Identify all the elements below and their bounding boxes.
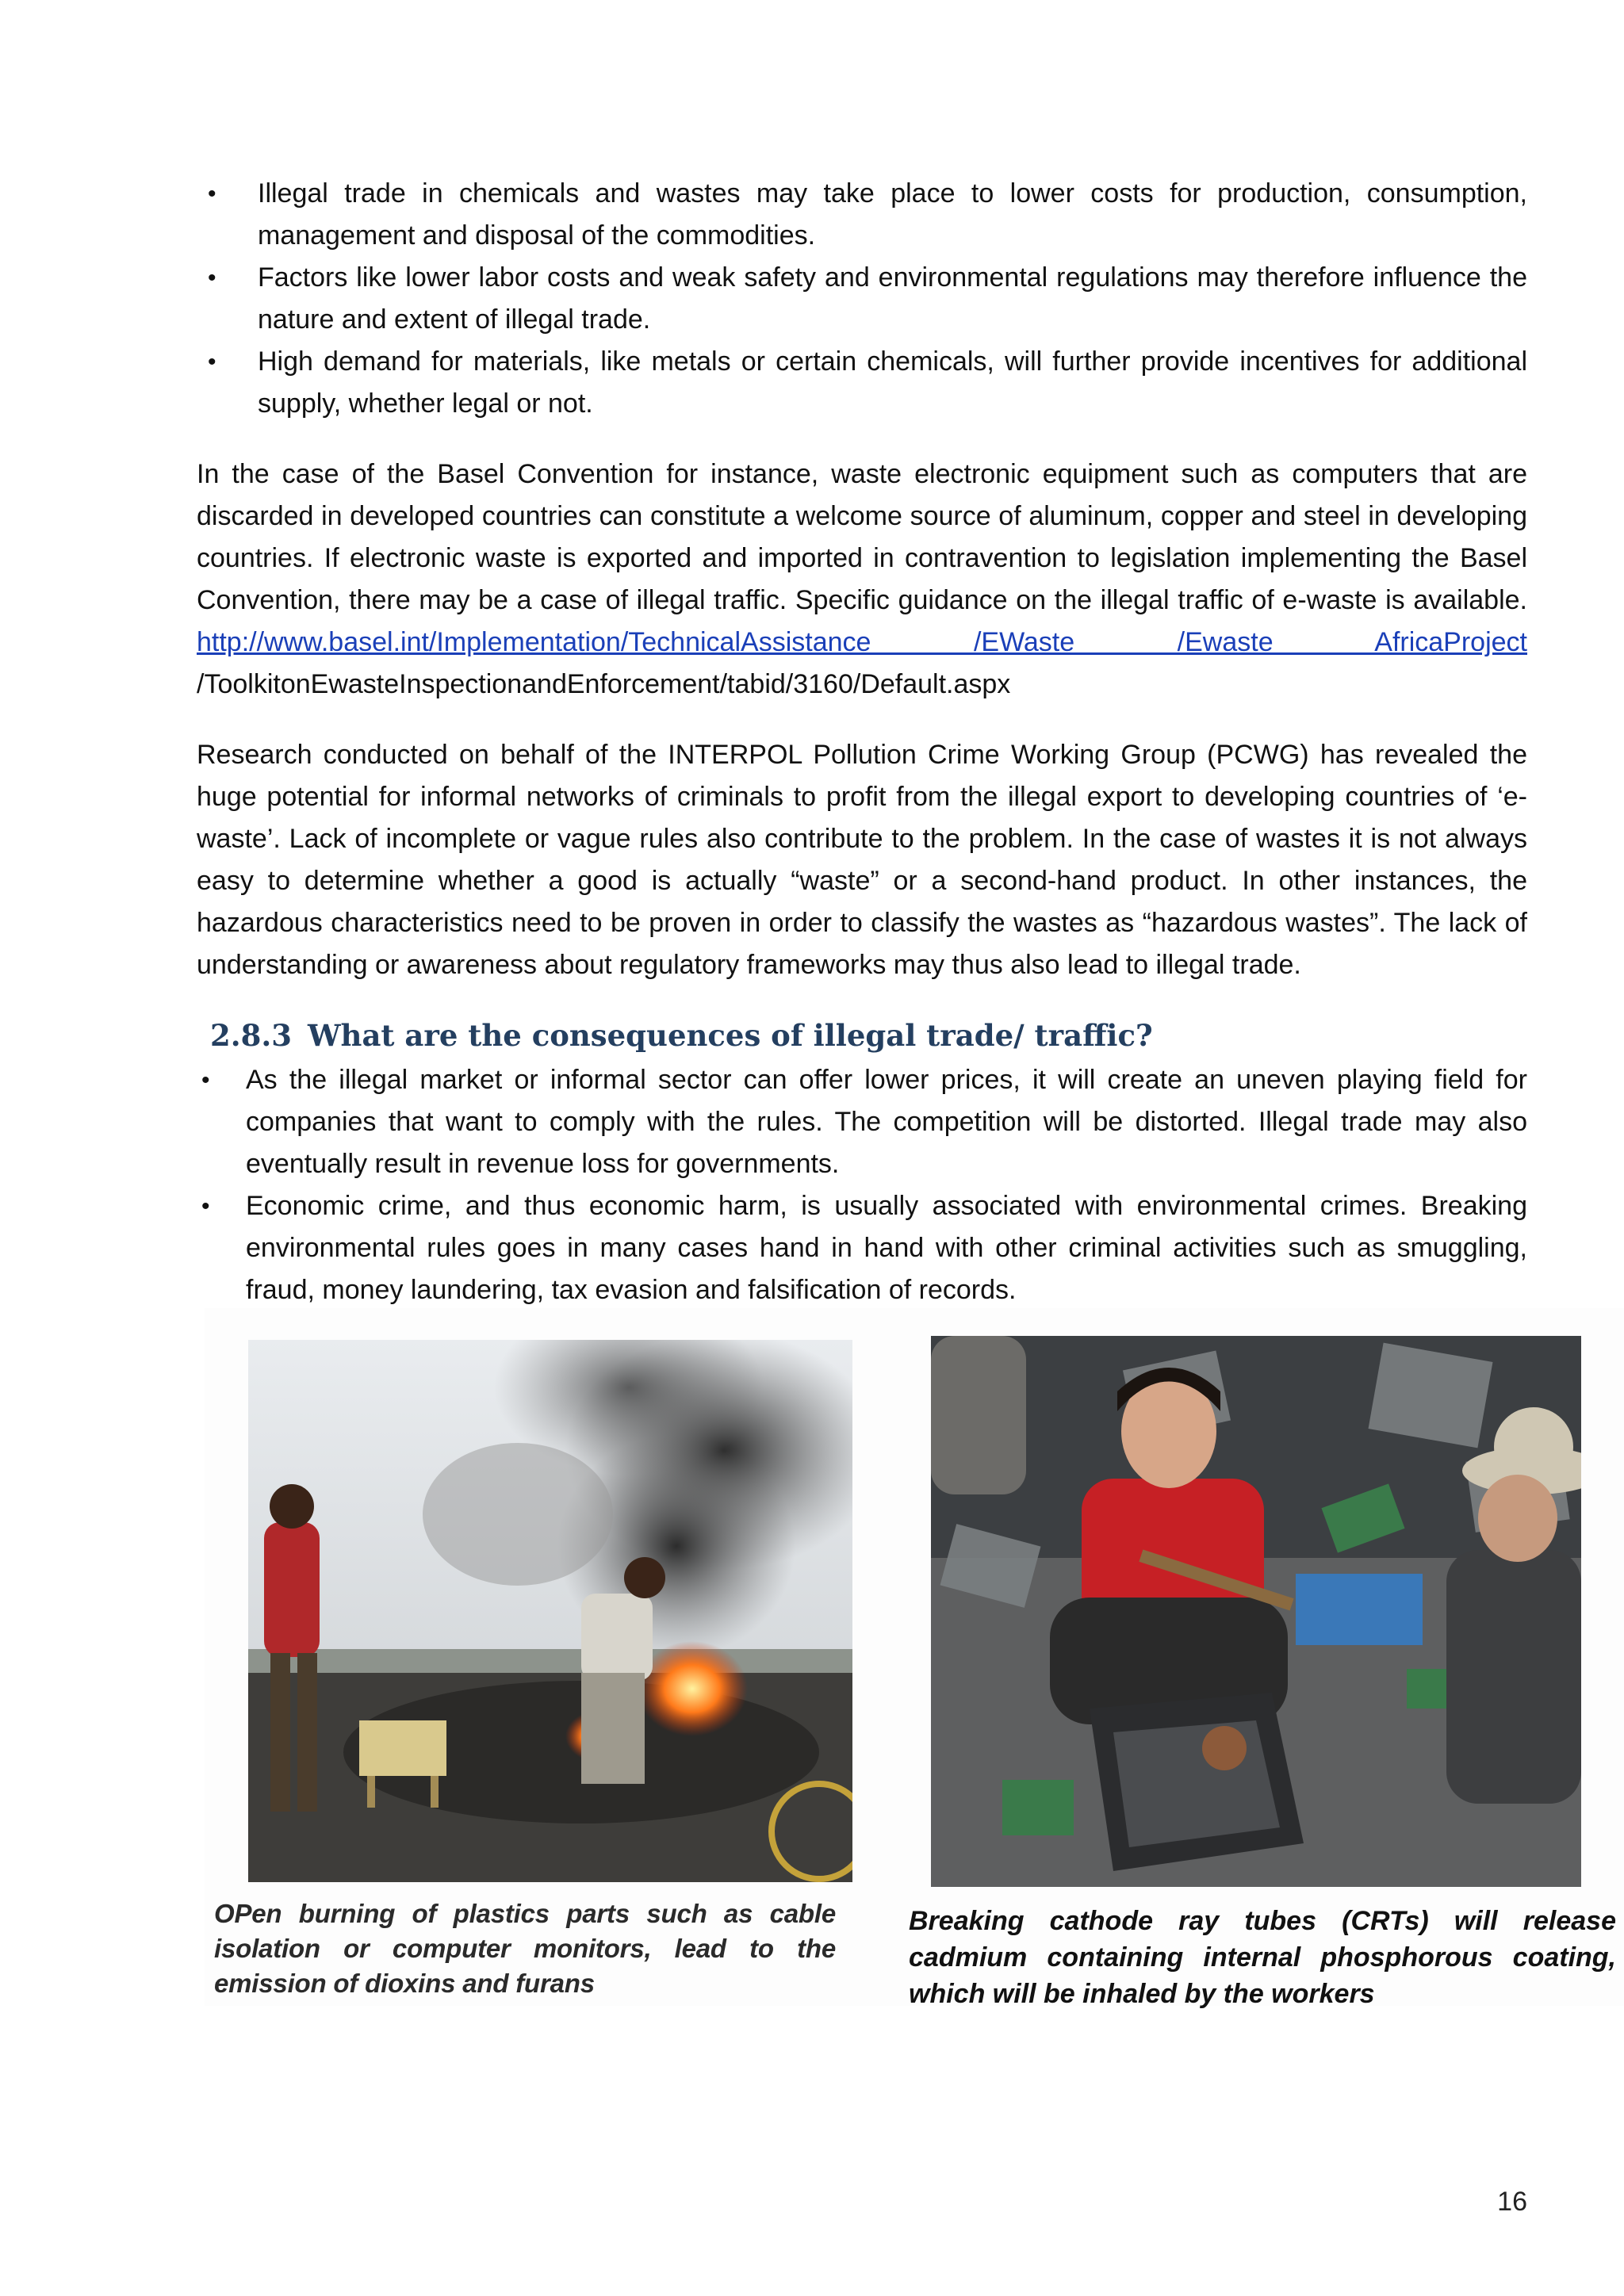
bullet-text: As the illegal market or informal sector can offer lower prices, it will create an uneven playing field for companies that want to comply with the rules. The competition will be distorted. Illegal trade may also eventually result in revenue loss for governments. xyxy=(246,1065,1527,1179)
open-burning-photo xyxy=(248,1340,852,1882)
list-item xyxy=(201,1185,1527,1311)
page-number: 16 xyxy=(1497,2187,1527,2217)
bullet-text: Factors like lower labor costs and weak safety and environmental regulations may therefore influence the nature and extent of illegal trade. xyxy=(258,262,1527,335)
bullet-icon: • xyxy=(208,181,216,207)
open-burning-illustration xyxy=(248,1340,852,1882)
figure-caption-left: OPen burning of plastics parts such as cable isolation or computer monitors, lead to the emission of dioxins and furans xyxy=(214,1899,836,1998)
bullet-icon: • xyxy=(208,349,216,375)
bullet-list-causes xyxy=(208,173,1527,425)
section-title: What are the consequences of illegal trade/ traffic? xyxy=(308,1018,1153,1053)
list-item xyxy=(201,1059,1527,1185)
paragraph-text: In the case of the Basel Convention for instance, waste electronic equipment such as computers that are discarded in developed countries can constitute a welcome source of aluminum, copper and steel in developing countries. If electronic waste is exported and imported in contravention to legislation implementing the Basel Convention, there may be a case of illegal traffic. Specific guidance on the illegal traffic of e-waste is available. xyxy=(197,459,1527,615)
link-suffix: /ToolkitonEwasteInspectionandEnforcement/tabid/3160/Default.aspx xyxy=(197,669,1011,699)
bullet-icon: • xyxy=(201,1067,210,1093)
section-number: 2.8.3 xyxy=(210,1018,292,1053)
basel-guidance-link[interactable]: http://www.basel.int/Implementation/TechnicalAssistance /EWaste /Ewaste AfricaProject xyxy=(197,627,1527,657)
figure-caption-right: Breaking cathode ray tubes (CRTs) will release cadmium containing internal phosphorous coating, which will be inhaled by the workers xyxy=(909,1906,1616,2009)
bullet-icon: • xyxy=(201,1193,210,1219)
paragraph-basel xyxy=(197,453,1527,706)
bullet-text: Illegal trade in chemicals and wastes may take place to lower costs for production, consumption, management and disposal of the commodities. xyxy=(258,178,1527,251)
bullet-icon: • xyxy=(208,265,216,291)
crt-breaking-illustration xyxy=(931,1336,1581,1887)
bullet-list-consequences xyxy=(201,1059,1527,1311)
paragraph-interpol xyxy=(197,734,1527,986)
list-item xyxy=(208,257,1527,341)
paragraph-text: Research conducted on behalf of the INTERPOL Pollution Crime Working Group (PCWG) has revealed the huge potential for informal networks of criminals to profit from the illegal export to developing countries of ‘e-waste’. Lack of incomplete or vague rules also contribute to the problem. In the case of wastes it is not always easy to determine whether a good is actually “waste” or a second-hand product. In other instances, the hazardous characteristics need to be proven in order to classify the wastes as “hazardous wastes”. The lack of understanding or awareness about regulatory frameworks may thus also lead to illegal trade. xyxy=(197,740,1527,980)
section-heading xyxy=(210,1013,1153,1058)
list-item xyxy=(208,341,1527,425)
list-item xyxy=(208,173,1527,257)
bullet-text: Economic crime, and thus economic harm, is usually associated with environmental crimes. Breaking environmental rules goes in many cases hand in hand with other criminal activities such as smuggling, fraud, money laundering, tax evasion and falsification of records. xyxy=(246,1191,1527,1305)
crt-breaking-photo xyxy=(931,1336,1581,1887)
bullet-text: High demand for materials, like metals or certain chemicals, will further provide incentives for additional supply, whether legal or not. xyxy=(258,346,1527,419)
